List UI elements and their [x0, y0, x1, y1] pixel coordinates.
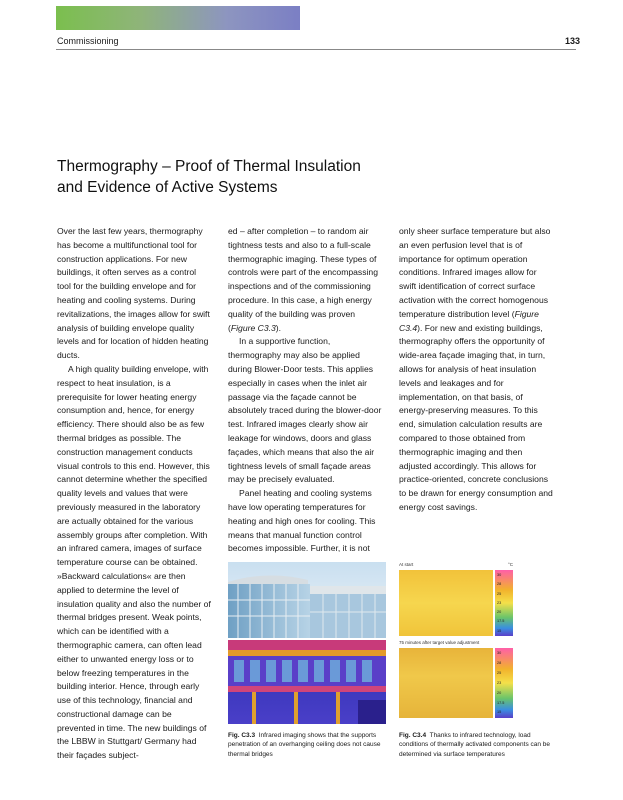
- paragraph: Panel heating and cooling systems have low operating temperatures for heating and high ones for cooling. This means that manual function control becomes impossible. Further, it is not: [228, 488, 376, 554]
- paragraph: Over the last few years, thermography has become a multifunctional tool for construction applications. For new buildings, it often serves as a control tool for the building envelope and for heating and cooling systems. During revitalizations, the images allow for swift analysis of building envelope quality levels and for location of hidden heating ducts.: [57, 226, 210, 361]
- figure-c3-3: [228, 562, 386, 724]
- ir-label-start: At start: [399, 562, 414, 567]
- paragraph: In a supportive function, thermography may also be applied during Blower-Door tests. This applies especially in cases when the inlet air passage via the façade cannot be absolutely traced during the blower-door test. Infrared images clearly show air leakage for windows, doors and glass façades, which means that also the air tightness levels of small façade areas may be precisely evaluated.: [228, 336, 382, 485]
- infrared-facade-image: [228, 640, 386, 724]
- body-column-2: [228, 225, 382, 556]
- ir-panel-start: [399, 570, 493, 636]
- figure-reference: Figure C3.3: [230, 322, 276, 333]
- caption-label: Fig. C3.4: [399, 732, 427, 739]
- caption-c3-3: [228, 731, 386, 759]
- header-rule: [56, 49, 576, 50]
- ir-scale-labels-start: 30 28 25 23 20 17.5 15: [497, 573, 505, 633]
- caption-label: Fig. C3.3: [228, 732, 256, 739]
- body-column-3: [399, 225, 553, 515]
- caption-c3-4: [399, 731, 557, 759]
- body-column-1: [57, 225, 211, 763]
- figure-reference: Figure C3.4: [399, 308, 539, 333]
- ir-panel-after: [399, 648, 493, 718]
- title-line-2: and Evidence of Active Systems: [57, 179, 278, 196]
- ir-label-after: 75 minutes after target value adjustment: [399, 640, 480, 645]
- page-title: [57, 156, 477, 198]
- caption-text: Infrared imaging shows that the supports penetration of an overhanging ceiling does not cause thermal bridges: [228, 732, 381, 758]
- figure-c3-4: [398, 562, 516, 722]
- paragraph: ed – after completion – to random air tightness tests and also to a full-scale thermographic imaging. These types of controls were part of the encompassing inspections and of the commissioning procedure. In this case, a high energy quality of the building was proven (Figure C3.3).: [228, 226, 378, 333]
- building-photo: [228, 562, 386, 638]
- ir-unit: °C: [508, 562, 514, 567]
- header-color-bar: [56, 6, 300, 30]
- title-line-1: Thermography – Proof of Thermal Insulation: [57, 158, 361, 175]
- ir-scale-labels-after: 30 28 25 23 20 17.5 15: [497, 651, 505, 715]
- paragraph: A high quality building envelope, with respect to heat insulation, is a prerequisite for lower heating energy consumption and, hence, for energy efficiency. There should also be as few thermal bridges as possible. The construction management conducts visual controls to this end. However, this cannot determine whether the specified quality levels and values that were previously measured in the laboratory are actually obtained for the various assembly groups after completion. With an infrared camera, images of surface temperature course can be obtained. »Backward calculations« are then applied to determine the level of insulation quality and also the number of thermal bridges present. Weak points, which can be identified with a thermographic camera, can often lead either to unwanted energy loss or to below freezing temperatures in the building interior. Hence, through early use of this technology, financial and constructional damage can be prevented in time. The new buildings of the LBBW in Stuttgart/ Germany had their façades subject-: [57, 363, 211, 761]
- running-head: Commissioning: [57, 36, 119, 46]
- caption-text: Thanks to infrared technology, load conditions of thermally activated components can be determined via surface temperatures: [399, 732, 551, 758]
- page-number: 133: [564, 36, 580, 46]
- paragraph: only sheer surface temperature but also an even perfusion level that is of importance for optimum operation conditions. Infrared images allow for swift identification of correct surface activation with the correct homogenous temperature distribution level (Figure C3.4). For new and existing buildings, thermography offers the opportunity of wide-area façade imaging that, in turn, allows for analysis of heat insulation levels and leakages and for implementation, on that basis, of energy-preserving measures. To this end, simulation calculation results are compared to those obtained from thermographic imaging and then adjusted accordingly. This allows for practice-oriented, concrete conclusions to be drawn for energy consumption and energy cost savings.: [399, 226, 553, 512]
